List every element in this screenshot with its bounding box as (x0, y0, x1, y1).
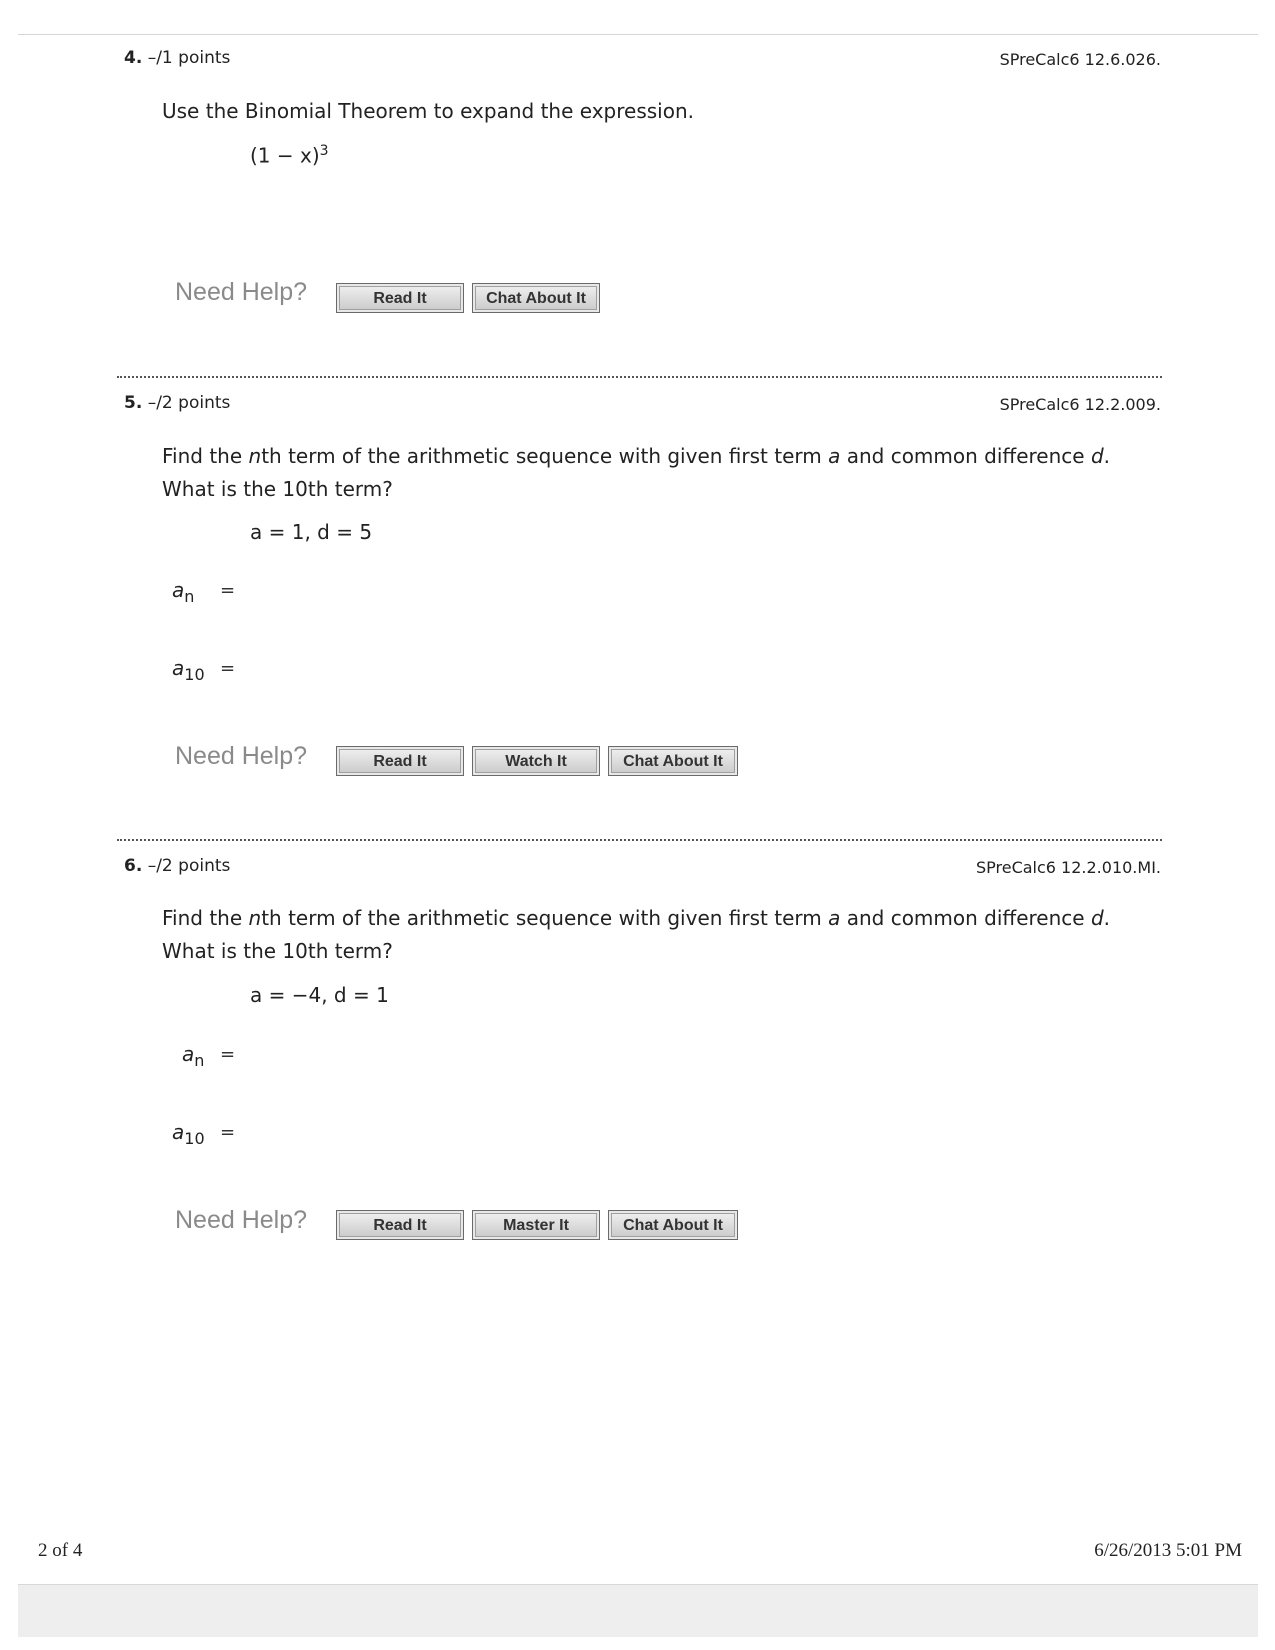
an-label: $a_n$ (172, 578, 195, 606)
need-help-label: Need Help? (175, 742, 308, 770)
print-timestamp: 6/26/2013 5:01 PM (1094, 1540, 1242, 1561)
a10-label: $a_{10}$ (172, 656, 205, 684)
chat-about-it-button[interactable]: Chat About It (608, 1210, 738, 1240)
master-it-button[interactable]: Master It (472, 1210, 600, 1240)
a10-equals: = (220, 1122, 236, 1143)
an-label: $a_n$ (182, 1042, 205, 1070)
given-values: a = 1, d = 5 (250, 520, 373, 544)
an-equals: = (220, 580, 236, 601)
expression: $(1 - x)^3$ (250, 143, 329, 168)
question-number: 4. –/1 points (124, 48, 231, 68)
question-id: SPreCalc6 12.2.010.MI. (975, 858, 1161, 877)
separator (117, 376, 1162, 378)
watch-it-button[interactable]: Watch It (472, 746, 600, 776)
top-rule (18, 34, 1258, 35)
question-number: 5. –/2 points (124, 393, 231, 413)
an-equals: = (220, 1044, 236, 1065)
need-help-label: Need Help? (175, 1206, 308, 1234)
question-id: SPreCalc6 12.6.026. (999, 50, 1161, 69)
page-number: 2 of 4 (38, 1540, 83, 1561)
read-it-button[interactable]: Read It (336, 1210, 464, 1240)
question-prompt: Use the Binomial Theorem to expand the expression. (162, 99, 694, 123)
question-id: SPreCalc6 12.2.009. (999, 395, 1161, 414)
read-it-button[interactable]: Read It (336, 746, 464, 776)
read-it-button[interactable]: Read It (336, 283, 464, 313)
a10-equals: = (220, 658, 236, 679)
chat-about-it-button[interactable]: Chat About It (608, 746, 738, 776)
bottom-band (18, 1584, 1258, 1637)
chat-about-it-button[interactable]: Chat About It (472, 283, 600, 313)
question-prompt: Find the nth term of the arithmetic sequence with given first term a and common difference d. What is the 10th term? (162, 906, 1110, 963)
question-number: 6. –/2 points (124, 856, 231, 876)
a10-label: $a_{10}$ (172, 1120, 205, 1148)
separator (117, 839, 1162, 841)
given-values: a = −4, d = 1 (250, 983, 389, 1007)
need-help-label: Need Help? (175, 278, 308, 306)
question-prompt: Find the nth term of the arithmetic sequence with given first term a and common difference d. What is the 10th term? (162, 444, 1110, 501)
